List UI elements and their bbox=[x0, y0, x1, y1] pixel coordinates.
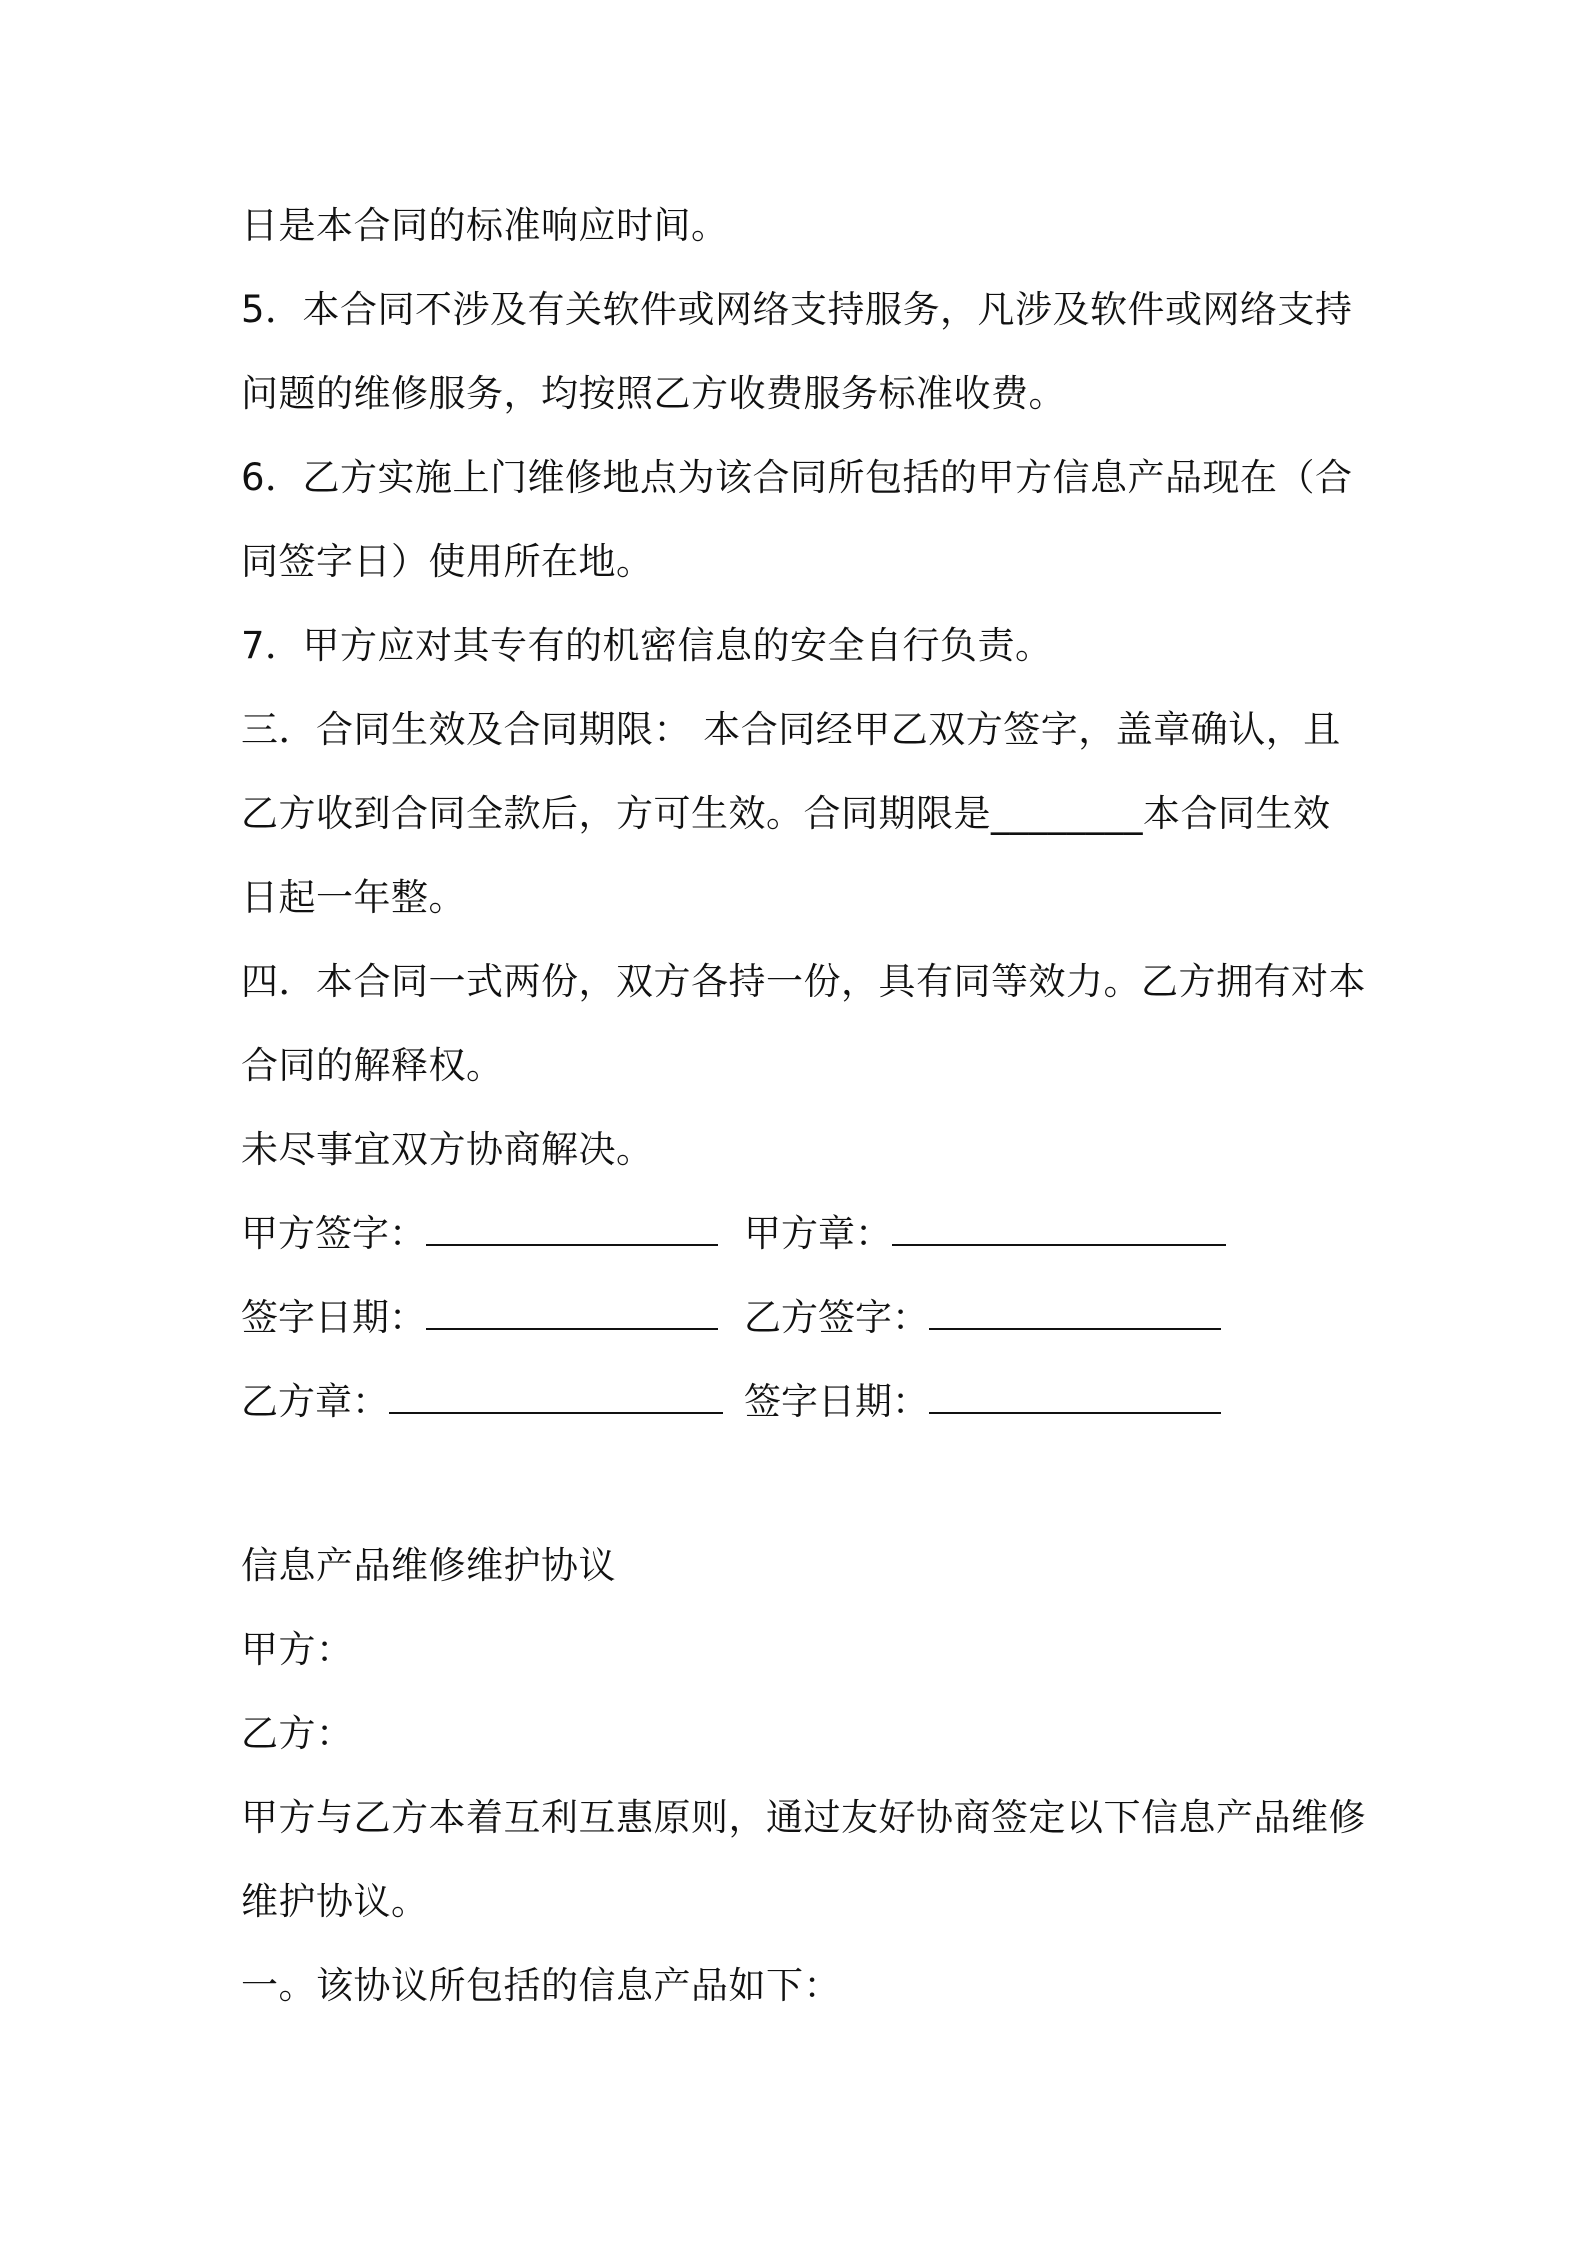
text-line: 三．合同生效及合同期限： 本合同经甲乙双方签字，盖章确认，且 bbox=[241, 708, 1341, 751]
text-line: 四．本合同一式两份，双方各持一份，具有同等效力。乙方拥有对本 bbox=[241, 960, 1366, 1003]
text-line: 甲方： bbox=[241, 1628, 354, 1671]
text-line: 未尽事宜双方协商解决。 bbox=[241, 1128, 654, 1171]
signature-blank bbox=[892, 1210, 1226, 1246]
text-line: 日起一年整。 bbox=[241, 876, 466, 919]
signature-label: 签字日期： bbox=[241, 1296, 426, 1339]
signature-field-party-b-sign bbox=[744, 1292, 1221, 1344]
signature-label: 甲方签字： bbox=[241, 1212, 426, 1255]
signature-field-sign-date bbox=[241, 1292, 718, 1344]
signature-blank bbox=[426, 1294, 718, 1330]
signature-field-party-a-seal bbox=[744, 1208, 1226, 1260]
text-line: 日是本合同的标准响应时间。 bbox=[241, 204, 729, 247]
signature-label: 签字日期： bbox=[744, 1380, 929, 1423]
signature-field-party-b-seal bbox=[241, 1376, 723, 1428]
signature-field-sign-date bbox=[744, 1376, 1221, 1428]
text-line: 甲方与乙方本着互利互惠原则，通过友好协商签定以下信息产品维修 bbox=[241, 1796, 1366, 1839]
signature-field-party-a-sign bbox=[241, 1208, 718, 1260]
text-line: 7．甲方应对其专有的机密信息的安全自行负责。 bbox=[241, 624, 1053, 667]
signature-blank bbox=[389, 1378, 723, 1414]
text-line: 5．本合同不涉及有关软件或网络支持服务，凡涉及软件或网络支持 bbox=[241, 288, 1353, 331]
signature-blank bbox=[929, 1378, 1221, 1414]
text-line: 乙方： bbox=[241, 1712, 354, 1755]
signature-blank bbox=[426, 1210, 718, 1246]
text-line: 一。该协议所包括的信息产品如下： bbox=[241, 1964, 841, 2007]
agreement-title: 信息产品维修维护协议 bbox=[241, 1544, 616, 1587]
text-line: 6．乙方实施上门维修地点为该合同所包括的甲方信息产品现在（合 bbox=[241, 456, 1353, 499]
text-line: 合同的解释权。 bbox=[241, 1044, 504, 1087]
signature-blank bbox=[929, 1294, 1221, 1330]
signature-label: 甲方章： bbox=[744, 1212, 892, 1255]
text-line: 乙方收到合同全款后，方可生效。合同期限是________本合同生效 bbox=[241, 792, 1331, 835]
signature-label: 乙方章： bbox=[241, 1380, 389, 1423]
signature-label: 乙方签字： bbox=[744, 1296, 929, 1339]
text-line: 同签字日）使用所在地。 bbox=[241, 540, 654, 583]
text-line: 维护协议。 bbox=[241, 1880, 429, 1923]
text-line: 问题的维修服务，均按照乙方收费服务标准收费。 bbox=[241, 372, 1066, 415]
